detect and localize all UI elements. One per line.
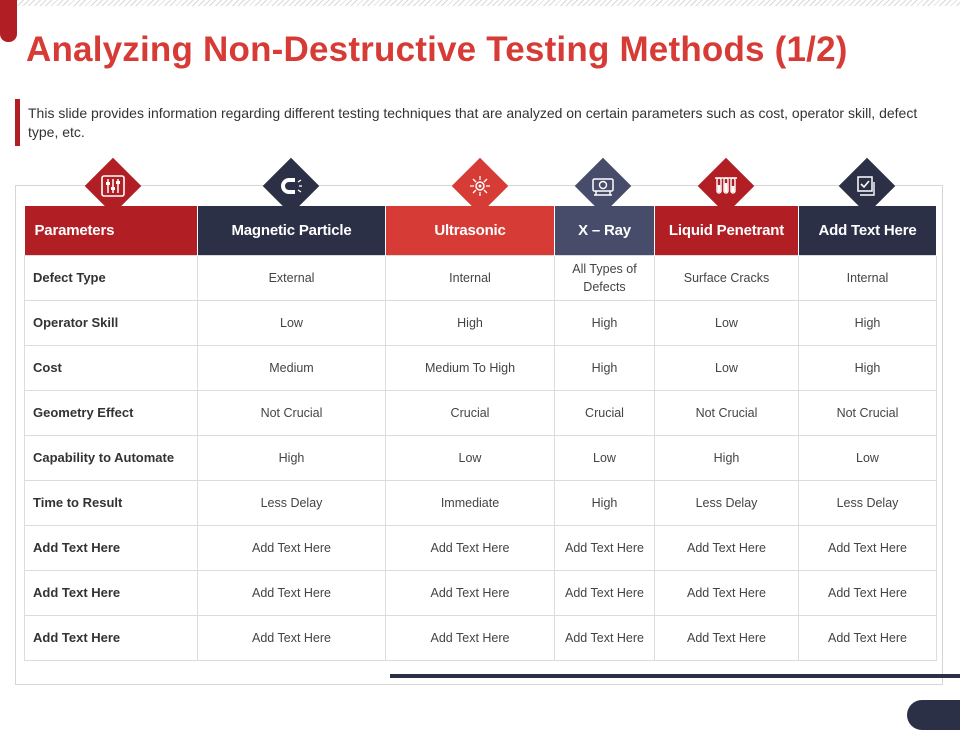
checklist-icon <box>850 169 884 203</box>
table-cell: Surface Cracks <box>655 256 799 301</box>
bottom-accent-pill <box>907 700 960 730</box>
table-cell: Add Text Here <box>799 616 937 661</box>
table-row <box>25 616 937 661</box>
table-row <box>25 481 937 526</box>
comparison-table <box>24 206 937 661</box>
page-title: Analyzing Non-Destructive Testing Methods (1/2) <box>26 30 848 69</box>
row-parameter: Time to Result <box>25 481 198 526</box>
row-parameter: Defect Type <box>25 256 198 301</box>
table-cell: Add Text Here <box>555 571 655 616</box>
table-cell: High <box>386 301 555 346</box>
table-cell: Less Delay <box>198 481 386 526</box>
description-accent-bar <box>15 99 20 146</box>
header-magnetic-particle: Magnetic Particle <box>198 206 386 256</box>
row-parameter: Operator Skill <box>25 301 198 346</box>
table-cell: Less Delay <box>799 481 937 526</box>
table-cell: Internal <box>799 256 937 301</box>
header-liquid-penetrant: Liquid Penetrant <box>655 206 799 256</box>
table-cell: Not Crucial <box>198 391 386 436</box>
row-parameter: Capability to Automate <box>25 436 198 481</box>
table-row <box>25 571 937 616</box>
table-cell: Low <box>555 436 655 481</box>
header-x-ray: X – Ray <box>555 206 655 256</box>
table-cell: Add Text Here <box>555 616 655 661</box>
table-cell: Internal <box>386 256 555 301</box>
table-cell: Add Text Here <box>655 616 799 661</box>
magnet-icon <box>274 169 308 203</box>
table-row <box>25 436 937 481</box>
table-row <box>25 256 937 301</box>
table-cell: High <box>799 301 937 346</box>
table-row <box>25 526 937 571</box>
table-cell: Low <box>655 346 799 391</box>
table-cell: Medium <box>198 346 386 391</box>
table-header-row <box>25 206 937 256</box>
table-cell: Add Text Here <box>386 616 555 661</box>
table-cell: Low <box>799 436 937 481</box>
table-cell: Add Text Here <box>799 526 937 571</box>
table-row <box>25 301 937 346</box>
row-parameter: Add Text Here <box>25 616 198 661</box>
bottom-accent-line <box>390 674 960 678</box>
table-cell: Add Text Here <box>386 571 555 616</box>
table-row <box>25 391 937 436</box>
table-cell: High <box>555 301 655 346</box>
header-parameters: Parameters <box>25 206 198 256</box>
test-tubes-icon <box>709 169 743 203</box>
table-cell: Immediate <box>386 481 555 526</box>
table-row <box>25 346 937 391</box>
table-cell: Not Crucial <box>655 391 799 436</box>
table-cell: High <box>198 436 386 481</box>
header-ultrasonic: Ultrasonic <box>386 206 555 256</box>
table-cell: Add Text Here <box>198 571 386 616</box>
corner-tab-decoration <box>0 0 17 42</box>
sliders-icon <box>96 169 130 203</box>
table-cell: All Types of Defects <box>555 256 655 301</box>
table-cell: Low <box>198 301 386 346</box>
table-cell: Low <box>655 301 799 346</box>
table-cell: Crucial <box>555 391 655 436</box>
table-cell: Not Crucial <box>799 391 937 436</box>
table-cell: Low <box>386 436 555 481</box>
top-stripe-decoration <box>0 0 960 6</box>
table-cell: Add Text Here <box>799 571 937 616</box>
table-cell: Less Delay <box>655 481 799 526</box>
slide-description: This slide provides information regarding different testing techniques that are analyzed on certain parameters such as cost, operator skill, defect type, etc. <box>28 105 918 140</box>
table-cell: High <box>555 481 655 526</box>
table-cell: Add Text Here <box>655 526 799 571</box>
table-cell: Crucial <box>386 391 555 436</box>
table-cell: High <box>799 346 937 391</box>
row-parameter: Add Text Here <box>25 571 198 616</box>
table-cell: High <box>555 346 655 391</box>
table-cell: Add Text Here <box>386 526 555 571</box>
row-parameter: Cost <box>25 346 198 391</box>
xray-machine-icon <box>586 169 620 203</box>
header-add-text: Add Text Here <box>799 206 937 256</box>
table-cell: External <box>198 256 386 301</box>
table-cell: Add Text Here <box>198 616 386 661</box>
table-cell: Add Text Here <box>198 526 386 571</box>
row-parameter: Add Text Here <box>25 526 198 571</box>
ultrasonic-icon <box>463 169 497 203</box>
table-cell: Medium To High <box>386 346 555 391</box>
table-cell: High <box>655 436 799 481</box>
row-parameter: Geometry Effect <box>25 391 198 436</box>
table-cell: Add Text Here <box>655 571 799 616</box>
table-cell: Add Text Here <box>555 526 655 571</box>
